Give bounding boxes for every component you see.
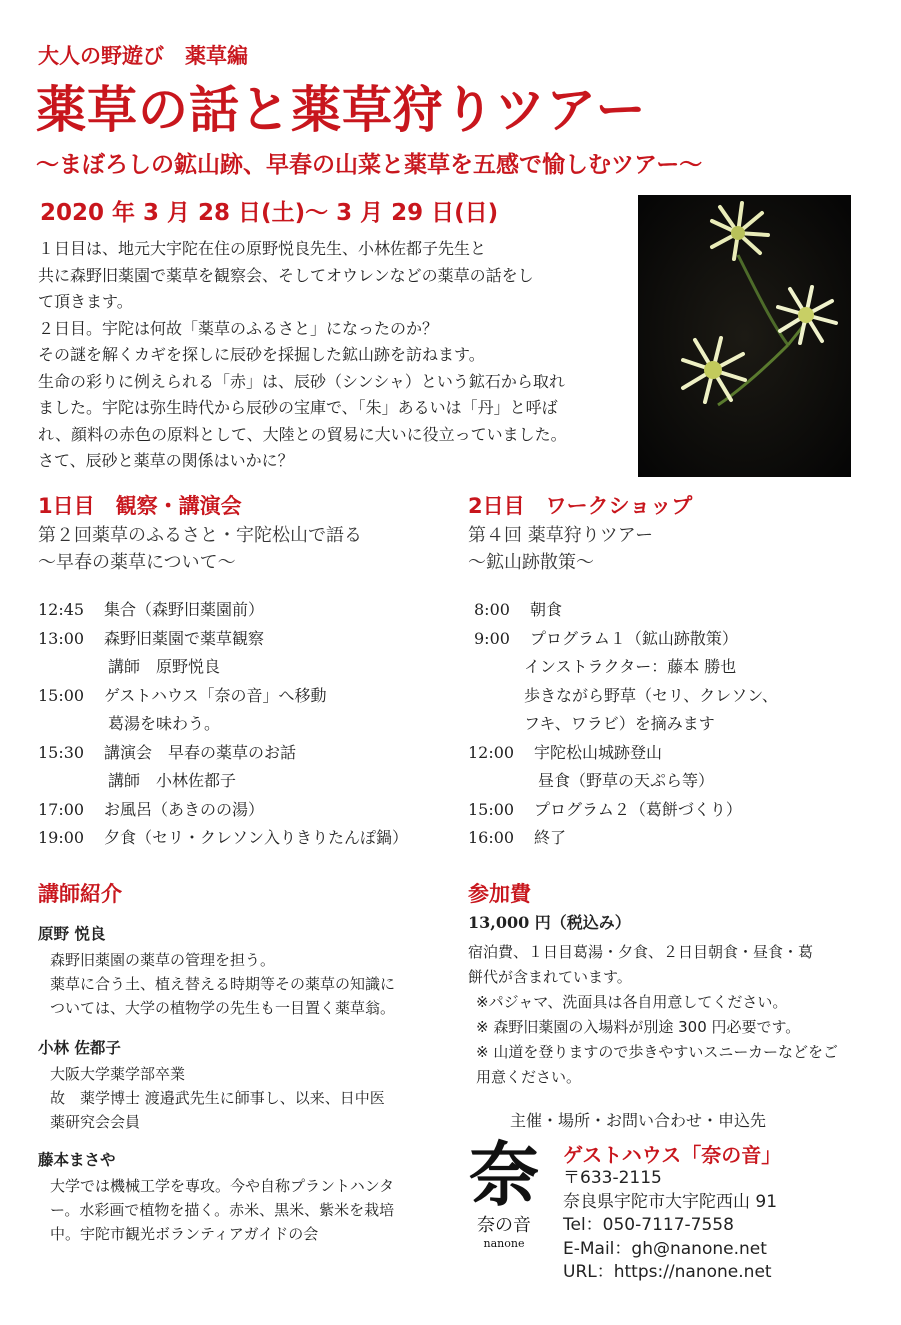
- schedule-text: ゲストハウス「奈の音」へ移動: [104, 685, 327, 705]
- schedule-text: 朝食: [530, 600, 563, 619]
- fee-line: 宿泊費、１日目葛湯・夕食、２日目朝食・昼食・葛: [468, 943, 814, 961]
- schedule-time: 12:00: [468, 742, 515, 762]
- lecturer-profile: [38, 922, 395, 1020]
- phone: Tel：050-7117-7558: [563, 1215, 734, 1235]
- day2-subtitle-2: ～鉱山跡散策～: [468, 552, 594, 573]
- lecturer-name: 藤本まさや: [38, 1151, 116, 1169]
- schedule-text: 夕食（セリ・クレソン入りきりたんぽ鍋）: [104, 828, 409, 847]
- flower-illustration: [638, 195, 851, 477]
- lecturer-bio-line: 大学では機械工学を専攻。今や自称プラントハンタ: [50, 1177, 395, 1195]
- day1-schedule: [38, 596, 408, 853]
- logo-glyph: 奈: [469, 1133, 539, 1216]
- schedule-time: 8:00: [474, 600, 510, 619]
- lecturer-bio-line: 薬研究会会員: [50, 1113, 141, 1131]
- schedule-row: [38, 824, 408, 853]
- lecturer-bio-line: 薬草に合う土、植え替える時期等その薬草の知識に: [50, 975, 396, 993]
- schedule-row: [468, 625, 778, 654]
- schedule-time: 16:00: [468, 828, 515, 847]
- lecturer-bio-line: 森野旧薬園の薬草の管理を担う。: [50, 951, 276, 969]
- schedule-row: [468, 767, 778, 796]
- schedule-time: [38, 710, 108, 739]
- logo-subtext: nanone: [483, 1237, 525, 1250]
- intro-line: 生命の彩りに例えられる「赤」は、辰砂（シンシャ）という鉱石から取れ: [38, 371, 565, 391]
- fee-details: [468, 940, 838, 1090]
- lecturers-heading: 講師紹介: [38, 882, 122, 906]
- fee-note: 用意ください。: [476, 1068, 582, 1086]
- schedule-time: 13:00: [38, 628, 85, 648]
- schedule-row: [468, 596, 778, 625]
- lecturer-name: 小林 佐都子: [38, 1039, 121, 1057]
- contact-info: [563, 1167, 777, 1285]
- intro-line: れ、顔料の赤色の原料として、大陸との貿易に大いに役立っていました。: [38, 424, 567, 444]
- organizer-name: ゲストハウス「奈の音」: [563, 1143, 782, 1167]
- schedule-text: 葛湯を味わう。: [108, 714, 221, 733]
- schedule-time: [38, 653, 108, 682]
- event-date: 2020 年 3 月 28 日(土)～ 3 月 29 日(日): [40, 200, 499, 226]
- schedule-time: [38, 767, 108, 796]
- lecturer-bio-line: 中。宇陀市観光ボランティアガイドの会: [50, 1225, 319, 1243]
- schedule-text: 昼食（野草の天ぷら等）: [538, 771, 715, 790]
- page-title: 薬草の話と薬草狩りツアー: [36, 81, 647, 139]
- schedule-time: 19:00: [38, 828, 85, 847]
- intro-line: ました。宇陀は弥生時代から辰砂の宝庫で、「朱」あるいは「丹」と呼ば: [38, 398, 558, 417]
- schedule-row: [468, 739, 778, 768]
- intro-line: １日目は、地元大宇陀在住の原野悦良先生、小林佐都子先生と: [38, 239, 487, 258]
- day1-subtitle: 第２回薬草のふるさと・宇陀松山で語る: [38, 525, 362, 546]
- address: 奈良県宇陀市大宇陀西山 91: [563, 1191, 778, 1212]
- intro-line: さて、辰砂と薬草の関係はいかに？: [38, 451, 294, 470]
- flower-photo: [638, 195, 851, 477]
- schedule-time: [468, 710, 524, 739]
- intro-line: ２日目。宇陀は何故「薬草のふるさと」になったのか？: [38, 318, 439, 338]
- schedule-text: お風呂（あきのの湯）: [104, 799, 265, 819]
- supertitle: 大人の野遊び 薬草編: [38, 44, 248, 68]
- intro-line: て頂きます。: [38, 292, 133, 311]
- organizer-label: 主催・場所・お問い合わせ・申込先: [510, 1111, 767, 1130]
- schedule-text: 集合（森野旧薬園前）: [104, 600, 265, 619]
- day2-schedule: [468, 596, 778, 853]
- schedule-row: [468, 824, 778, 853]
- schedule-text: インストラクター：藤本 勝也: [524, 657, 737, 676]
- lecturer-bio-line: 故 薬学博士 渡邉武先生に師事し、以来、日中医: [50, 1089, 385, 1107]
- schedule-row: [38, 767, 408, 796]
- schedule-row: [468, 796, 778, 825]
- schedule-time: [468, 767, 538, 796]
- schedule-text: プログラム２（葛餅づくり）: [534, 799, 742, 819]
- schedule-text: 宇陀松山城跡登山: [534, 742, 663, 762]
- schedule-time: 15:00: [38, 685, 85, 705]
- fee-amount: 13,000 円（税込み）: [468, 913, 631, 932]
- intro-text: [38, 236, 638, 475]
- schedule-row: [468, 653, 778, 682]
- schedule-time: 12:45: [38, 600, 85, 619]
- lecturer-profile: [38, 1148, 394, 1246]
- fee-note: ※パジャマ、洗面具は各自用意してください。: [476, 993, 788, 1011]
- day1-heading: 1日目 観察・講演会: [38, 494, 242, 518]
- day1-subtitle-2: ～早春の薬草について～: [38, 552, 236, 573]
- fee-heading: 参加費: [468, 882, 531, 906]
- fee-line: 餅代が含まれています。: [468, 968, 632, 986]
- schedule-text: フキ、ワラビ）を摘みます: [524, 714, 715, 733]
- logo-text: 奈の音: [477, 1215, 531, 1236]
- schedule-time: [468, 682, 524, 711]
- schedule-text: 講演会 早春の薬草のお話: [104, 742, 297, 762]
- day2-heading: 2日目 ワークショップ: [468, 494, 693, 518]
- schedule-text: 歩きながら野草（セリ、クレソン、: [524, 685, 778, 705]
- schedule-text: 講師 小林佐都子: [108, 771, 237, 790]
- website-link[interactable]: URL：https://nanone.net: [563, 1262, 772, 1282]
- schedule-row: [38, 625, 408, 654]
- schedule-time: 9:00: [474, 628, 510, 648]
- schedule-row: [468, 710, 778, 739]
- schedule-text: 終了: [534, 828, 567, 847]
- lecturer-name: 原野 悦良: [38, 925, 106, 943]
- lecturer-bio-line: ー。水彩画で植物を描く。赤米、黒米、紫米を栽培: [50, 1201, 395, 1219]
- fee-note: ※ 山道を登りますので歩きやすいスニーカーなどをご: [476, 1043, 839, 1061]
- schedule-time: 15:30: [38, 742, 85, 762]
- schedule-text: 講師 原野悦良: [108, 657, 221, 676]
- schedule-row: [38, 710, 408, 739]
- schedule-text: プログラム１（鉱山跡散策）: [530, 628, 738, 648]
- schedule-row: [468, 682, 778, 711]
- lecturer-profile: [38, 1036, 385, 1134]
- nanone-logo: [468, 1135, 540, 1263]
- schedule-row: [38, 653, 408, 682]
- intro-line: 共に森野旧薬園で薬草を観察会、そしてオウレンなどの薬草の話をし: [38, 265, 534, 285]
- lecturer-bio-line: 大阪大学薬学部卒業: [50, 1065, 186, 1083]
- schedule-time: 15:00: [468, 799, 515, 819]
- schedule-row: [38, 796, 408, 825]
- subtitle: ～まぼろしの鉱山跡、早春の山菜と薬草を五感で愉しむツアー～: [36, 152, 703, 178]
- schedule-text: 森野旧薬園で薬草観察: [104, 628, 265, 648]
- schedule-row: [38, 596, 408, 625]
- postal-code: 〒633-2115: [563, 1168, 662, 1188]
- schedule-time: 17:00: [38, 799, 85, 819]
- day2-subtitle: 第４回 薬草狩りツアー: [468, 525, 654, 546]
- schedule-time: [468, 653, 524, 682]
- schedule-row: [38, 739, 408, 768]
- intro-line: その謎を解くカギを探しに辰砂を採掘した鉱山跡を訪ねます。: [38, 345, 485, 364]
- schedule-row: [38, 682, 408, 711]
- lecturer-bio-line: ついては、大学の植物学の先生も一目置く薬草翁。: [50, 999, 396, 1017]
- email-link[interactable]: E-Mail：gh@nanone.net: [563, 1238, 767, 1259]
- fee-note: ※ 森野旧薬園の入場料が別途 300 円必要です。: [476, 1018, 801, 1036]
